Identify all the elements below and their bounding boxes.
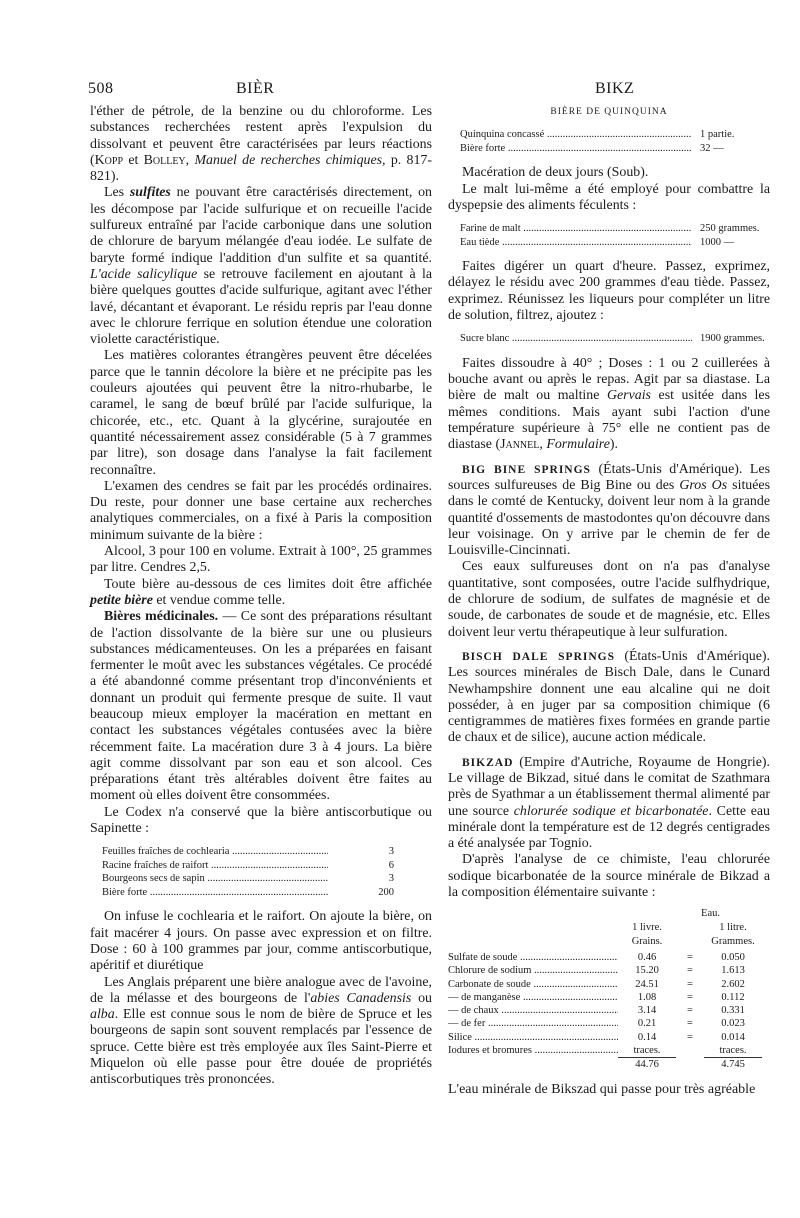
recipe-row: Feuilles fraîches de cochlearia ..... 3 — [102, 845, 432, 859]
paragraph-sulfites: Les sulfites ne pouvant être caractérisés directement, on les décompose par l'acide sulfurique et on recueille l'acide sulfureux entraîné par l'acide carbonique dans une solution de chlorure de baryum mélangée d'eau iodée. Le sulfate de baryte formé indique l'addition d'un sulfite et sa quantité. L'acide salicylique se retrouve facilement en ajoutant à la bière quelques gouttes d'acide sulfurique, agitant avec l'éther lavé, décantant et évaporant. Le résidu repris par l'eau donne avec le chlorure ferrique en solution étendue une coloration violette caractéristique. — [90, 185, 433, 348]
paragraph-infusion: On infuse le cochlearia et le raifort. On ajoute la bière, on fait macérer 4 jours. On passe avec expression et on filtre. Dose : 60 à 100 grammes par jour, comme antiscorbutique, apéritif et diurétique — [90, 909, 432, 974]
sapinette-recipe — [102, 845, 432, 899]
paragraph-analyse: D'après l'analyse de ce chimiste, l'eau chlorurée sodique bicarbonatée de la source minérale de Bikzad a la composition élémentaire suivante : — [448, 852, 770, 901]
recipe-row: Farine de malt ..... 250 grammes. — [460, 222, 770, 236]
table-header-row — [448, 921, 770, 934]
malt-recipe — [460, 222, 770, 249]
paragraph-maceration: Macération de deux jours (Soub). — [462, 165, 649, 181]
table-row: Iodures et bromures ..... traces. traces. — [448, 1044, 770, 1057]
sucre-recipe — [460, 332, 770, 346]
table-eau-header: Eau. — [701, 908, 720, 920]
paragraph-codex: Le Codex n'a conservé que la bière antiscorbutique ou Sapinette : — [90, 804, 432, 837]
table-row: Silice ..... 0.14 = 0.014 — [448, 1031, 770, 1044]
recipe-row: Sucre blanc ..... 1900 grammes. — [460, 332, 770, 346]
table-row: Sulfate de soude ..... 0.46 = 0.050 — [448, 951, 770, 964]
col-livre-header: 1 livre. — [632, 922, 662, 934]
recipe-row: Eau tiède ..... 1000 — — [460, 236, 770, 250]
entry-bikzad: BIKZAD (Empire d'Autriche, Royaume de Hongrie). Le village de Bikzad, situé dans le comitat de Szathmara près de Syathmar a un établissement thermal alimenté par une source chlorurée sodique et bicarbonatée. Cette eau minérale dont la température est de 12 degrés centigrades a été analysée par Tognio. — [448, 754, 770, 852]
running-head-right: BIKZ — [595, 80, 635, 97]
recipe-row: Bière forte ..... 200 — [102, 886, 432, 900]
paragraph: l'éther de pétrole, de la benzine ou du chloroforme. Les substances recherchées restent après l'expulsion du dissolvant et peuvent être caractérisées par leurs réactions (Kopp et Bolley, Manuel de recherches chimiques, p. 817-821). — [90, 104, 432, 185]
col-litre-header: 1 litre. — [719, 922, 747, 934]
quinquina-recipe — [460, 128, 770, 155]
table-row: — de fer ..... 0.21 = 0.023 — [448, 1017, 770, 1030]
entry-big-bine-springs: BIG BINE SPRINGS (États-Unis d'Amérique). Les sources sulfureuses de Big Bine ou des Gros Os situées dans le comté de Kentucky, doivent leur nom à la grande quantité d'ossements de mastodontes qu'on découvre dans leur voisinage. On y arrive par le chemin de fer de Louisville-Cincinnati. — [448, 461, 770, 559]
paragraph-composition: Alcool, 3 pour 100 en volume. Extrait à 100°, 25 grammes par litre. Cendres 2,5. — [90, 544, 432, 576]
total-grammes: 4.745 — [704, 1057, 762, 1071]
left-column — [90, 104, 432, 1089]
table-total-row — [448, 1057, 770, 1071]
paragraph-petite-biere: Toute bière au-dessous de ces limites doit être affichée petite bière et vendue comme telle. — [90, 576, 432, 608]
recipe-title: BIÈRE DE QUINQUINA — [550, 107, 668, 117]
total-grains: 44.76 — [618, 1057, 676, 1071]
col-grains-unit: Grains. — [631, 935, 663, 947]
paragraph-colorantes: Les matières colorantes étrangères peuvent être décelées parce que le tannin décolore la bière et ne précipite pas les couleurs ajoutées qui peuvent être la nitro-rhubarbe, le caramel, le sang de bœuf brûlé par l'acide sulfurique, la chicorée, etc., etc. Quant à la glycérine, surajoutée en quantité nécessairement assez considérable (5 à 7 grammes par litre), son dosage dans l'analyse la fait facilement reconnaître. — [90, 348, 432, 478]
paragraph-malt: Le malt lui-même a été employé pour combattre la dyspepsie des aliments féculents : — [448, 181, 770, 213]
closing-line: L'eau minérale de Bikszad qui passe pour très agréable — [448, 1081, 756, 1097]
entry-bisch-dale-springs: BISCH DALE SPRINGS (États-Unis d'Amérique). Les sources minérales de Bisch Dale, dans le Cunard Newhampshire donnent une eau alcaline qui ne doit posséder, à en juger par sa composition chimique (6 centigrammes de matières fixes formées en grande partie de chaux et de silice), aucune action médicale. — [448, 648, 770, 746]
page-number: 508 — [88, 80, 114, 97]
paragraph-spruce: Les Anglais préparent une bière analogue avec de l'avoine, de la mélasse et des bourgeons de l'abies Canadensis ou alba. Elle est connue sous le nom de bière de Spruce et les bourgeons de sapin sont souvent remplacés par l'essence de spruce. Cette bière est très employée aux îles Saint-Pierre et Miquelon où elle passe pour être douée de propriétés antiscorbutiques très prononcées. — [90, 974, 432, 1088]
table-row: Chlorure de sodium ..... 15.20 = 1.613 — [448, 964, 770, 977]
table-row: — de chaux ..... 3.14 = 0.331 — [448, 1004, 770, 1017]
right-column — [448, 104, 770, 1098]
recipe-row: Bourgeons secs de sapin ..... 3 — [102, 872, 432, 886]
recipe-row: Racine fraîches de raifort ..... 6 — [102, 859, 432, 873]
composition-table — [448, 907, 770, 1071]
table-row: — de manganèse ..... 1.08 = 0.112 — [448, 991, 770, 1004]
paragraph-bieres-medicinales: Bières médicinales. — Ce sont des préparations résultant de l'action dissolvante de la bière sur une ou plusieurs substances médicamenteuses. On les a préparées en faisant fermenter le moût avec les substances végétales. Ce procédé a été abandonné comme présentant trop d'inconvénients et donnant un produit qui fermente presque de suite. Il vaut beaucoup mieux employer la macération en mettant en contact les substances végétales contusées avec la bière récemment faite. La macération dure 3 à 4 jours. La bière agit comme dissolvant par son eau et son alcool. Ces préparations étant très altérables doivent être faites au moment où elles doivent être consommées. — [90, 609, 433, 804]
running-head-left: BIÈR — [236, 80, 275, 97]
col-grammes-unit: Grammes. — [711, 935, 755, 947]
recipe-row: Quinquina concassé ..... 1 partie. — [460, 128, 770, 142]
paragraph-dissoudre: Faites dissoudre à 40° ; Doses : 1 ou 2 cuillerées à bouche avant ou après le repas. Agit par sa diastase. La bière de malt ou maltine Gervais est usitée dans les mêmes conditions. Mais ayant subi l'action d'une température supérieure à 75° elle ne contient pas de diastase (Jannel, Formulaire). — [448, 355, 770, 453]
paragraph-cendres: L'examen des cendres se fait par les procédés ordinaires. Du reste, pour donner une base certaine aux recherches analytiques commerciales, on a fixé à Paris la composition minimum suivante de la bière : — [90, 478, 432, 543]
table-row: Carbonate de soude ..... 24.51 = 2.602 — [448, 978, 770, 991]
paragraph-eaux-sulfureuses: Ces eaux sulfureuses dont on n'a pas d'analyse quantitative, sont composées, outre l'acide sulfhydrique, de chlorure de sodium, de sulfates de magnésie et de soude, de carbonates de soude et de magnésie, etc. Elles doivent leur vertu thérapeutique à leur sulfuration. — [448, 559, 770, 640]
table-units-row — [448, 935, 770, 948]
recipe-row: Bière forte ..... 32 — — [460, 142, 770, 156]
paragraph-digerer: Faites digérer un quart d'heure. Passez, exprimez, délayez le résidu avec 200 grammes d'eau tiède. Passez, exprimez. Réunissez les liqueurs pour compléter un litre de solution, filtrez, ajoutez : — [448, 259, 770, 324]
